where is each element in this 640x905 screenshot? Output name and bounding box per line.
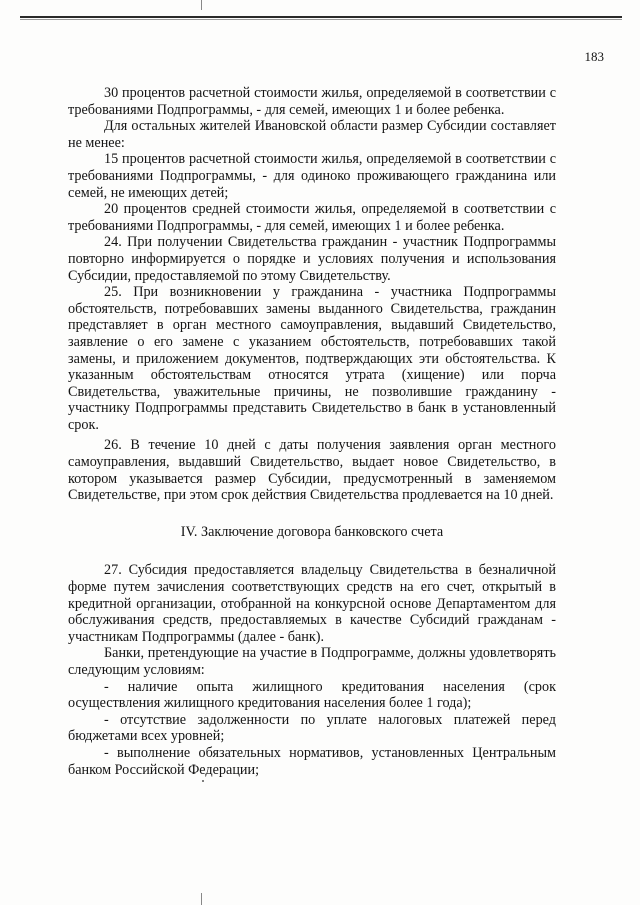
- list-item-no-tax-debt: - отсутствие задолженности по уплате налоговых платежей перед бюджетами всех уровней;: [68, 711, 556, 745]
- paragraph-item-25: 25. При возникновении у гражданина - участника Подпрограммы обстоятельств, потребовавших замены выданного Свидетельства, гражданин представляет в орган местного самоуправления, выдавший Свидетельство, заявление о его замене с указанием обстоятельств, потребовавших такой замены, и приложением документов, подтверждающих эти обстоятельства. К указанным обстоятельствам относятся утрата (хищение) или порча Свидетельства, уважительные причины, не позволившие гражданину - участнику Подпрограммы представить Свидетельство в банк в установленный срок.: [68, 284, 556, 433]
- section-heading: IV. Заключение договора банковского счета: [180, 523, 444, 540]
- scan-speck: [202, 780, 204, 782]
- paragraph-subsidy-20-percent: 20 процентов средней стоимости жилья, определяемой в соответствии с требованиями Подпрограммы, - для семей, имеющих 1 и более ребенка.: [68, 201, 556, 234]
- binder-mark-top: [201, 0, 202, 10]
- paragraph-other-residents: Для остальных жителей Ивановской области размер Субсидии составляет не менее:: [68, 118, 556, 151]
- scan-top-rule-shadow: [20, 19, 622, 20]
- paragraph-bank-requirements: Банки, претендующие на участие в Подпрограмме, должны удовлетворять следующим условиям:: [68, 645, 556, 678]
- paragraph-item-27: 27. Субсидия предоставляется владельцу Свидетельства в безналичной форме путем зачисления соответствующих средств на его счет, открытый в кредитной организации, отобранной на конкурсной основе Департаментом для обслуживания средств, предоставляемых в качестве Субсидий гражданам - участникам Подпрограммы (далее - банк).: [68, 562, 556, 645]
- paragraph-subsidy-30-percent: 30 процентов расчетной стоимости жилья, определяемой в соответствии с требованиями Подпрограммы, - для семей, имеющих 1 и более ребенка.: [68, 85, 556, 118]
- list-item-central-bank-norms: - выполнение обязательных нормативов, установленных Центральным банком Российской Федерации;: [68, 744, 556, 778]
- paragraph-item-24: 24. При получении Свидетельства гражданин - участник Подпрограммы повторно информируется о порядке и условиях получения и использования Субсидии, предоставляемой по этому Свидетельству.: [68, 234, 556, 284]
- scan-top-rule: [20, 16, 622, 18]
- binder-mark-bottom: [201, 893, 202, 905]
- page-number: 183: [584, 49, 604, 64]
- document-body: [68, 85, 556, 778]
- list-item-credit-experience: - наличие опыта жилищного кредитования населения (срок осуществления жилищного кредитования населения более 1 года);: [68, 678, 556, 712]
- paragraph-subsidy-15-percent: 15 процентов расчетной стоимости жилья, определяемой в соответствии с требованиями Подпрограммы, - для одиноко проживающего гражданина или семей, не имеющих детей;: [68, 151, 556, 201]
- paragraph-item-26: 26. В течение 10 дней с даты получения заявления орган местного самоуправления, выдавший Свидетельство, выдает новое Свидетельство, в котором указывается размер Субсидии, предусмотренный в заменяемом Свидетельстве, при этом срок действия Свидетельства продлевается на 10 дней.: [68, 437, 556, 504]
